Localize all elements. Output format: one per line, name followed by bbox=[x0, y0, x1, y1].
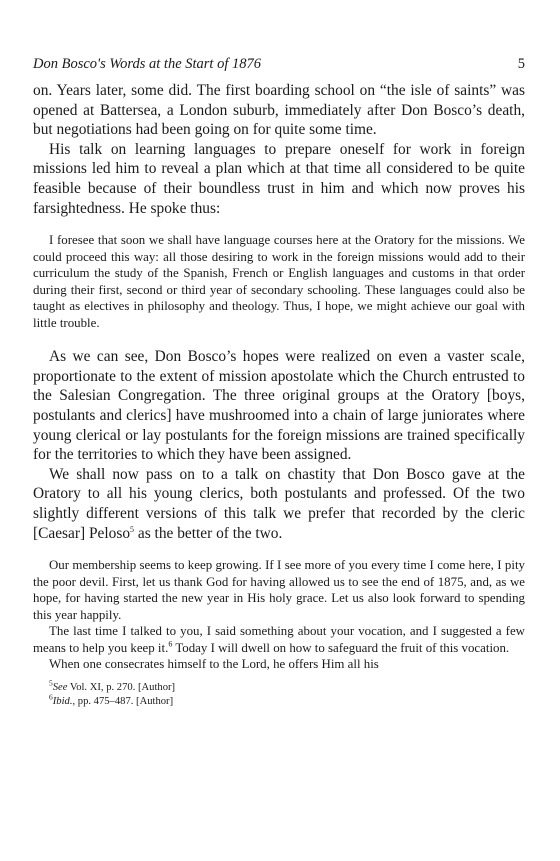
quote-paragraph bbox=[33, 623, 525, 656]
footnote-mark: 5 bbox=[49, 678, 53, 688]
paragraph: His talk on learning languages to prepare oneself for work in foreign missions led him to reveal a plan which at that time all considered to be quite feasible because of their boundless trust in him and which now proves his farsightedness. He spoke thus: bbox=[33, 140, 525, 217]
paragraph-text: as the better of the two. bbox=[134, 524, 283, 542]
block-quote bbox=[33, 232, 525, 331]
block-quote bbox=[33, 557, 525, 673]
quote-paragraph: When one consecrates himself to the Lord, he offers Him all his bbox=[49, 657, 379, 672]
paragraph-text: We shall now pass on to a talk on chastity that Don Bosco gave at the Oratory to all his young clerics, both postulants and professed. Of the two slightly different versions of this talk we prefer that recorded by the cleric [Caesar] Peloso bbox=[33, 465, 525, 542]
footnote-ref: See bbox=[52, 681, 68, 693]
quote-paragraph: Our membership seems to keep growing. If I see more of you every time I come here, I pity the poor devil. First, let us thank God for having allowed us to see the end of 1875, and, as we hope, for having started the new year in His holy grace. Let us also look forward to spending this year happily. bbox=[33, 558, 525, 622]
running-header bbox=[33, 55, 525, 73]
running-title: Don Bosco's Words at the Start of 1876 bbox=[33, 56, 261, 72]
footnote-reference[interactable]: 5 bbox=[130, 524, 135, 534]
footnote-ref: Ibid., bbox=[52, 695, 76, 707]
footnote-text: Vol. XI, p. 270. [Author] bbox=[67, 681, 176, 693]
footnotes bbox=[49, 678, 525, 709]
page-number: 5 bbox=[517, 56, 525, 72]
footnote-reference[interactable]: 6 bbox=[168, 639, 173, 649]
quote-paragraph: I foresee that soon we shall have language courses here at the Oratory for the missions. We could proceed this way: all those desiring to work in the foreign missions would add to their curriculum the study of the Spanish, French or English languages and customs in that order during their first, second or third year of secondary schooling. These languages could also be taught as electives in philosophy and theology. Thus, I hope, we might achieve our goal with little trouble. bbox=[33, 233, 525, 330]
book-page bbox=[33, 55, 525, 709]
quote-text: Today I will dwell on how to safeguard the fruit of this vocation. bbox=[172, 640, 510, 655]
paragraph: on. Years later, some did. The first boarding school on “the isle of saints” was opened at Battersea, a London suburb, immediately after Don Bosco’s death, but negotiations had been going on for quite some time. bbox=[33, 82, 525, 139]
paragraph: As we can see, Don Bosco’s hopes were realized on even a vaster scale, proportionate to the extent of mission apostolate which the Church entrusted to the Salesian Congregation. The three original groups at the Oratory [boys, postulants and clerics] have mushroomed into a chain of large juniorates where young clerical or lay postulants for the foreign missions are trained specifically for the territories to which they have been assigned. bbox=[33, 348, 525, 464]
footnote-text: pp. 475–487. [Author] bbox=[75, 695, 174, 707]
footnote bbox=[49, 678, 525, 695]
footnote bbox=[49, 692, 525, 709]
footnote-mark: 6 bbox=[49, 692, 53, 702]
paragraph bbox=[33, 465, 525, 543]
main-text bbox=[33, 81, 525, 673]
quote-text: The last time I talked to you, I said something about your vocation, and I suggested a few means to help you keep it. bbox=[33, 624, 525, 655]
